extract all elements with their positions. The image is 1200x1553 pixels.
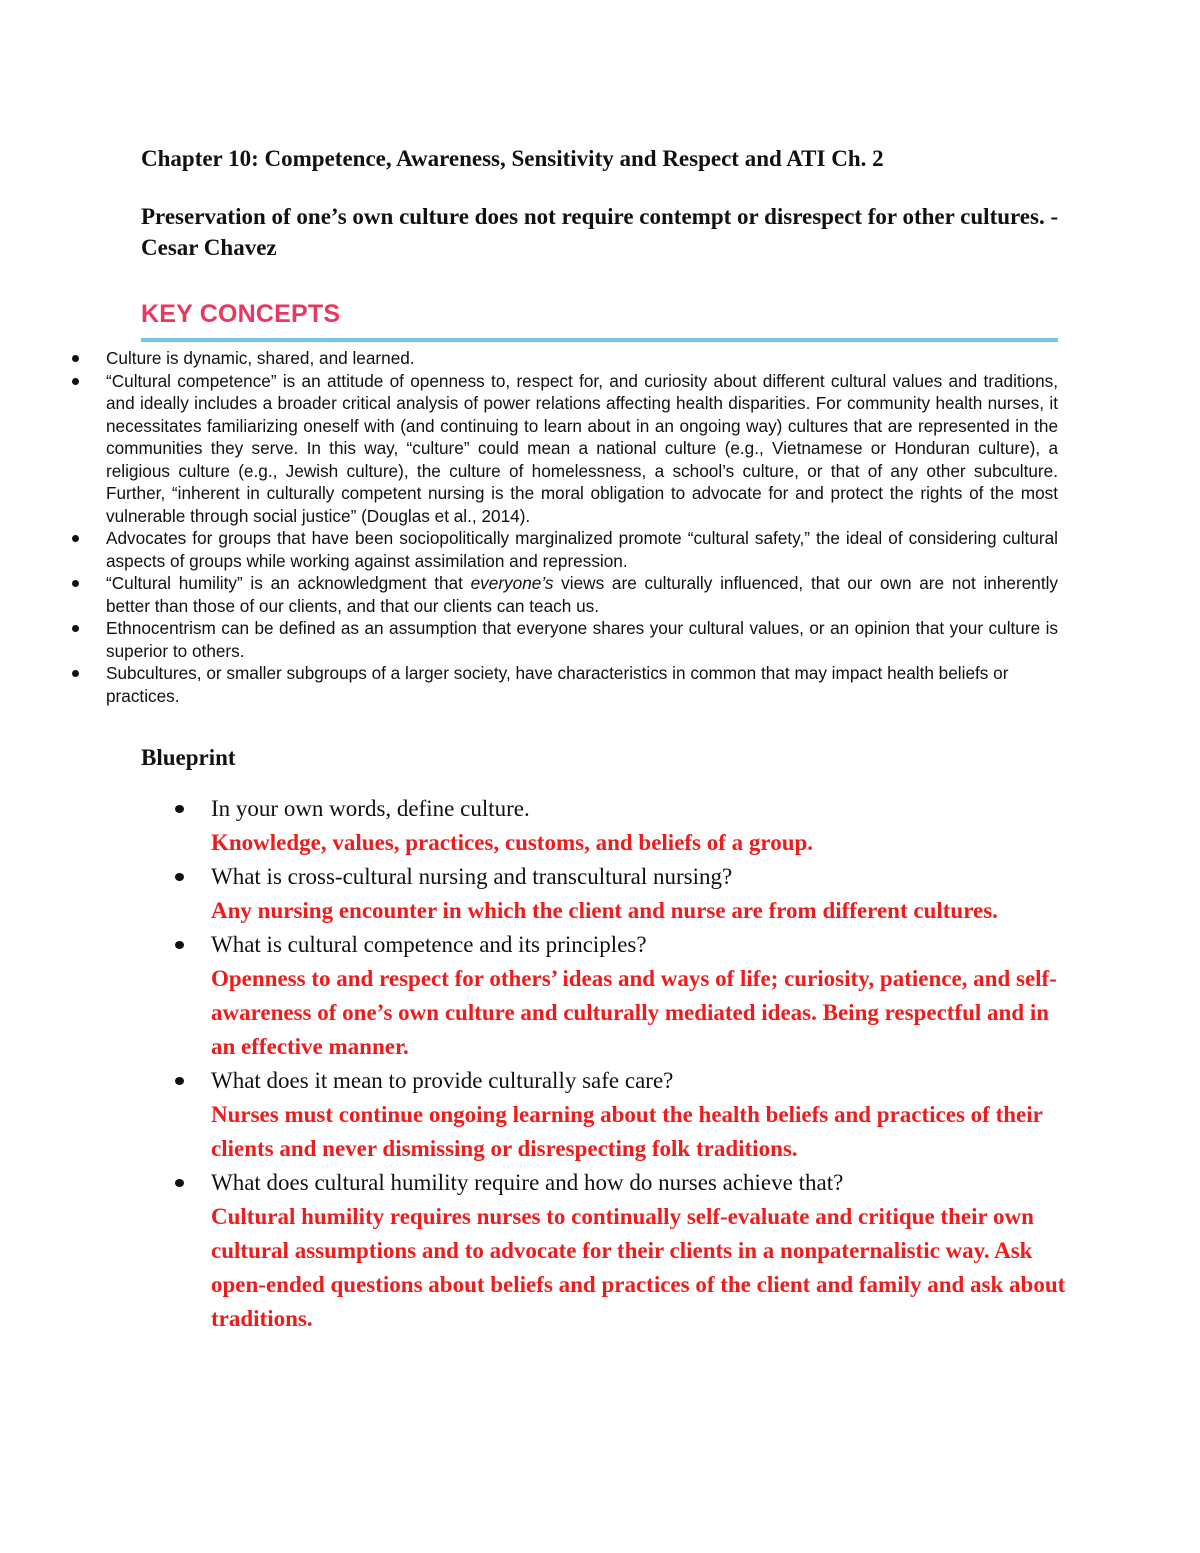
list-item: [72, 347, 1058, 370]
concept-text-part: views are culturally influenced, that our own are not inherently better than those of our clients, and that our clients can teach us.: [106, 573, 1059, 616]
concept-text: Culture is dynamic, shared, and learned.: [106, 348, 415, 368]
bullet-icon: [72, 355, 79, 362]
blueprint-answer: Knowledge, values, practices, customs, and beliefs of a group.: [211, 830, 814, 855]
bullet-icon: [175, 805, 184, 813]
blueprint-question: What does cultural humility require and how do nurses achieve that?: [211, 1170, 844, 1195]
list-item: [72, 572, 1058, 617]
blueprint-question: In your own words, define culture.: [211, 796, 530, 821]
heading-underline-rule: [141, 338, 1058, 342]
bullet-icon: [175, 941, 184, 949]
concept-text: Ethnocentrism can be defined as an assumption that everyone shares your cultural values, or an opinion that your culture is superior to others.: [106, 618, 1058, 661]
blueprint-item: [173, 928, 1073, 1064]
bullet-icon: [72, 625, 79, 632]
blueprint-answer: Nurses must continue ongoing learning about the health beliefs and practices of their clients and never dismissing or disrespecting folk traditions.: [211, 1102, 1043, 1161]
bullet-icon: [72, 535, 79, 542]
blueprint-list: [173, 792, 1073, 1336]
bullet-icon: [72, 670, 79, 677]
concept-text-part: “Cultural humility” is an acknowledgment that: [106, 573, 471, 593]
concept-text: Advocates for groups that have been sociopolitically marginalized promote “cultural safety,” the ideal of considering cultural aspects of groups while working against assimilation and repression.: [106, 528, 1058, 571]
blueprint-question: What is cultural competence and its principles?: [211, 932, 647, 957]
key-concepts-heading: KEY CONCEPTS: [141, 300, 341, 328]
emphasis-text: everyone’s: [470, 573, 554, 593]
blueprint-answer: Openness to and respect for others’ ideas and ways of life; curiosity, patience, and self-awareness of one’s own culture and culturally mediated ideas. Being respectful and in an effective manner.: [211, 966, 1057, 1059]
concept-text: [106, 573, 1058, 616]
blueprint-question: What does it mean to provide culturally safe care?: [211, 1068, 674, 1093]
bullet-icon: [175, 873, 184, 881]
blueprint-heading: Blueprint: [141, 745, 236, 770]
list-item: [72, 662, 1058, 707]
key-concepts-list: [72, 347, 1058, 707]
blueprint-item: [173, 860, 1073, 928]
list-item: [72, 370, 1058, 528]
list-item: [72, 527, 1058, 572]
concept-text: “Cultural competence” is an attitude of openness to, respect for, and curiosity about different cultural values and traditions, and ideally includes a broader critical analysis of power relations affecting health disparities. For community health nurses, it necessitates familiarizing oneself with (and continuing to learn about in an ongoing way) cultures that are represented in the communities they serve. In this way, “culture” could mean a national culture (e.g., Vietnamese or Honduran culture), a religious culture (e.g., Jewish culture), the culture of homelessness, a school’s culture, or that of any other subculture. Further, “inherent in culturally competent nursing is the moral obligation to advocate for and protect the rights of the most vulnerable through social justice” (Douglas et al., 2014).: [106, 370, 1058, 526]
bullet-icon: [72, 580, 79, 587]
bullet-icon: [72, 378, 79, 385]
blueprint-item: [173, 792, 1073, 860]
blueprint-answer: Cultural humility requires nurses to continually self-evaluate and critique their own cultural assumptions and to advocate for their clients in a nonpaternalistic way. Ask open-ended questions about beliefs and practices of the client and family and ask about traditions.: [211, 1204, 1066, 1331]
list-item: [72, 617, 1058, 662]
blueprint-question: What is cross-cultural nursing and transcultural nursing?: [211, 864, 733, 889]
epigraph-quote: Preservation of one’s own culture does not require contempt or disrespect for other cultures. -Cesar Chavez: [141, 204, 1059, 260]
blueprint-answer: Any nursing encounter in which the client and nurse are from different cultures.: [211, 898, 998, 923]
bullet-icon: [175, 1077, 184, 1085]
concept-text: Subcultures, or smaller subgroups of a larger society, have characteristics in common that may impact health beliefs or practices.: [106, 663, 1009, 706]
blueprint-item: [173, 1166, 1073, 1336]
blueprint-item: [173, 1064, 1073, 1166]
chapter-title: Chapter 10: Competence, Awareness, Sensitivity and Respect and ATI Ch. 2: [141, 146, 884, 171]
bullet-icon: [175, 1179, 184, 1187]
